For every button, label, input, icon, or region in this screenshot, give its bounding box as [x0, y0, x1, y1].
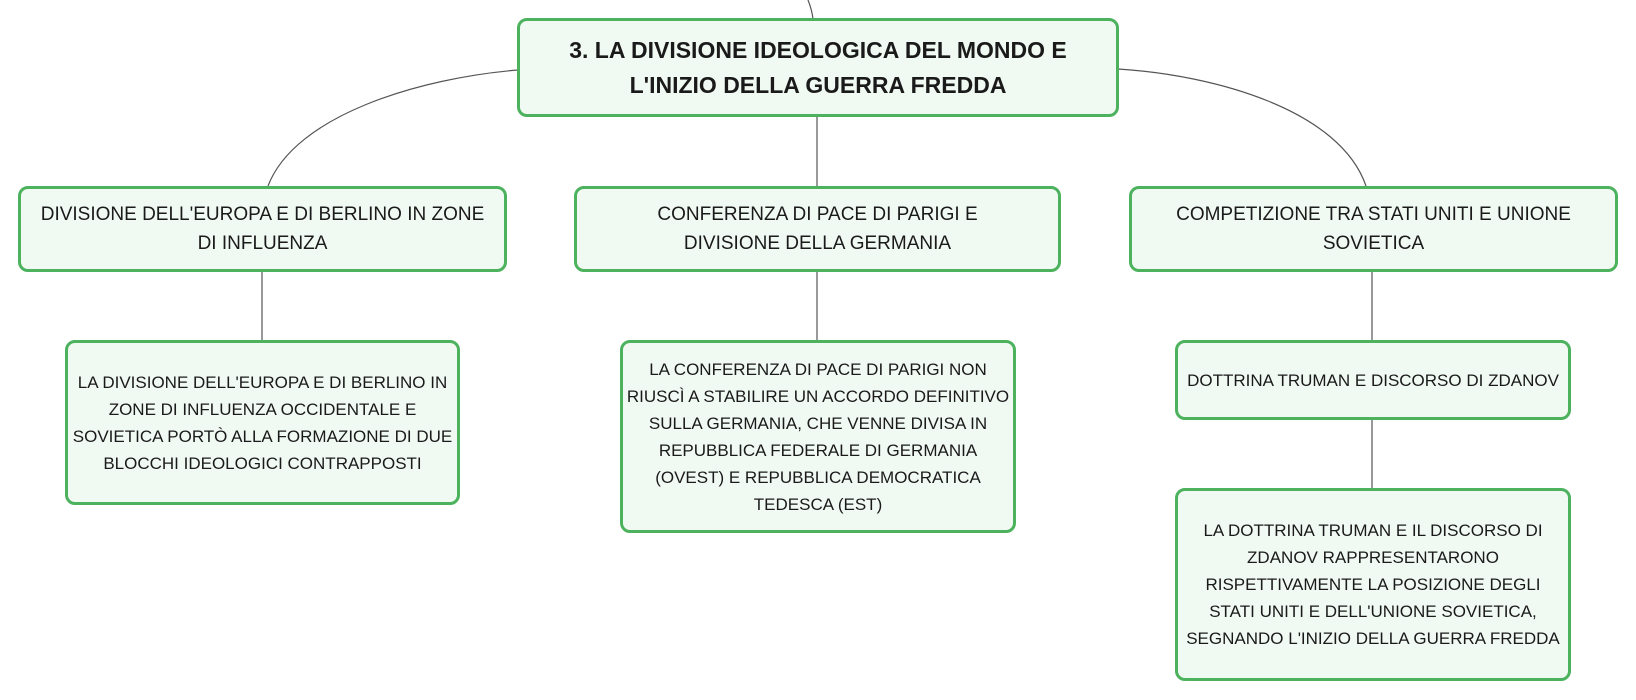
leaf-text-europe-blocs: LA DIVISIONE DELL'EUROPA E DI BERLINO IN ZONE DI INFLUENZA OCCIDENTALE E SOVIETICA PORTÒ ALLA FORMAZIONE DI DUE BLOCCHI IDEOLOGICI CONTRAPPOSTI — [72, 372, 453, 473]
connector-root-to-branch-1 — [268, 70, 518, 186]
leaf-text-germany-division: LA CONFERENZA DI PACE DI PARIGI NON RIUSCÌ A STABILIRE UN ACCORDO DEFINITIVO SULLA GERMANIA, CHE VENNE DIVISA IN REPUBBLICA FEDERALE DI GERMANIA (OVEST) E REPUBBLICA DEMOCRATICA TEDESCA (EST) — [626, 359, 1010, 514]
root-topic-label: 3. LA DIVISIONE IDEOLOGICA DEL MONDO E L'INIZIO DELLA GUERRA FREDDA — [569, 36, 1067, 98]
branch-label-paris-conference: CONFERENZA DI PACE DI PARIGI E DIVISIONE DELLA GERMANIA — [657, 204, 978, 254]
branch-node-usa-ussr-competition[interactable] — [1129, 186, 1618, 272]
connector-incoming-root — [808, 0, 813, 19]
leaf-text-cold-war-start: LA DOTTRINA TRUMAN E IL DISCORSO DI ZDANOV RAPPRESENTARONO RISPETTIVAMENTE LA POSIZIONE DEGLI STATI UNITI E DELL'UNIONE SOVIETICA, SEGNANDO L'INIZIO DELLA GUERRA FREDDA — [1186, 521, 1560, 648]
connector-root-to-branch-3 — [1118, 69, 1366, 186]
branch-label-usa-ussr-competition: COMPETIZIONE TRA STATI UNITI E UNIONE SOVIETICA — [1176, 204, 1571, 254]
child-label-truman-zdanov: DOTTRINA TRUMAN E DISCORSO DI ZDANOV — [1187, 370, 1559, 390]
child-node-truman-zdanov[interactable] — [1175, 340, 1571, 420]
branch-label-europe-division: DIVISIONE DELL'EUROPA E DI BERLINO IN ZONE DI INFLUENZA — [40, 204, 485, 254]
branch-node-europe-division[interactable] — [18, 186, 507, 272]
leaf-node-germany-division[interactable] — [620, 340, 1016, 533]
branch-node-paris-conference[interactable] — [574, 186, 1061, 272]
leaf-node-europe-blocs[interactable] — [65, 340, 460, 505]
leaf-node-cold-war-start[interactable] — [1175, 488, 1571, 681]
root-topic-node[interactable] — [517, 18, 1119, 117]
